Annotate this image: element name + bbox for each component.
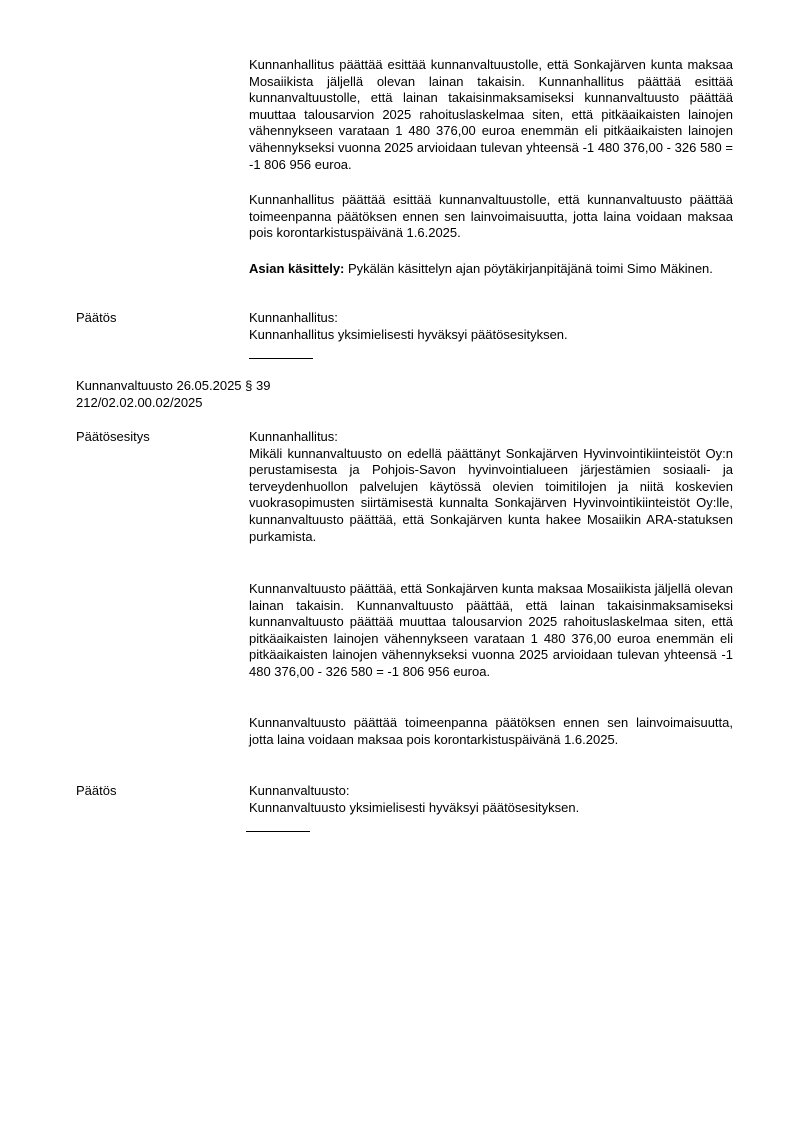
asian-kasittely-body: Pykälän käsittelyn ajan pöytäkirjanpitäjänä toimi Simo Mäkinen. [344, 261, 713, 276]
kv-paragraph-3 [249, 715, 733, 748]
kv-paragraph-3-text: Kunnanvaltuusto päättää toimeenpanna päätöksen ennen sen lainvoimaisuutta, jotta laina voidaan maksaa pois korontarkistuspäivänä 1.6.2025. [249, 715, 733, 747]
kv-paatos-text: Kunnanvaltuusto yksimielisesti hyväksyi päätösesityksen. [249, 799, 580, 815]
kv-paatos [249, 783, 733, 816]
kh-divider [249, 358, 313, 359]
kh-paragraph-2 [249, 192, 733, 242]
kv-paragraph-2-text: Kunnanvaltuusto päättää, että Sonkajärven kunta maksaa Mosaiikista jäljellä olevan lainan takaisin. Kunnanvaltuusto päättää, että lainan takaisinmaksamiseksi kunnanvaltuusto päättää muuttaa talousarvion 2025 rahoituslaskelmaa siten, että pitkäaikaisten lainojen vähennykseen varataan 1 480 376,00 euroa enemmän eli pitkäaikaisten lainojen vähennykseksi vuonna 2025 arvioidaan tulevan yhteensä -1 480 376,00 - 326 580 = -1 806 956 euroa. [249, 581, 733, 679]
asian-kasittely-label: Asian käsittely: [249, 261, 345, 276]
kv-paatosesitys-label: Päätösesitys [76, 429, 150, 444]
kv-paatosesitys-title: Kunnanhallitus: [249, 429, 338, 444]
kh-asian-kasittely [249, 261, 733, 278]
kv-paatos-label: Päätös [76, 783, 117, 798]
kh-paatos-label: Päätös [76, 310, 117, 325]
kv-paatosesitys [249, 429, 733, 545]
kh-asian-kasittely-text [249, 261, 733, 278]
kv-divider [246, 831, 310, 832]
kv-paatos-title: Kunnanvaltuusto: [249, 783, 350, 798]
kh-paragraph-1-text: Kunnanhallitus päättää esittää kunnanvaltuustolle, että Sonkajärven kunta maksaa Mosaiikista jäljellä olevan lainan takaisin. Kunnanhallitus päättää esittää kunnanvaltuustolle, että lainan takaisinmaksamiseksi kunnanvaltuusto päättää muuttaa talousarvion 2025 rahoituslaskelmaa siten, että pitkäaikaisten lainojen vähennykseen varataan 1 480 376,00 euroa enemmän eli pitkäaikaisten lainojen vähennykseksi vuonna 2025 arvioidaan tulevan yhteensä -1 480 376,00 - 326 580 = -1 806 956 euroa. [249, 57, 733, 172]
kh-paragraph-1 [249, 57, 733, 173]
kv-paragraph-2 [249, 581, 733, 681]
kv-heading-meeting: Kunnanvaltuusto 26.05.2025 § 39 [76, 378, 271, 393]
kv-heading-diary-number: 212/02.02.00.02/2025 [76, 395, 203, 410]
kv-paragraph-1-text: Mikäli kunnanvaltuusto on edellä päättänyt Sonkajärven Hyvinvointikiinteistöt Oy:n perustamisesta ja Pohjois-Savon hyvinvointialueen järjestämien sosiaali- ja terveydenhuollon palvelujen käytössä olevien toimitilojen ja niitä koskevien vuokrasopimusten siirtämisestä kunnalta Sonkajärven Hyvinvointikiinteistöt Oy:lle, kunnanvaltuusto päättää, että Sonkajärven kunta hakee Mosaiikin ARA-statuksen purkamista. [249, 445, 733, 544]
kh-paatos [249, 310, 733, 343]
kh-paatos-text: Kunnanhallitus yksimielisesti hyväksyi päätösesityksen. [249, 326, 568, 342]
kh-paatos-title: Kunnanhallitus: [249, 310, 338, 325]
kh-paragraph-2-text: Kunnanhallitus päättää esittää kunnanvaltuustolle, että kunnanvaltuusto päättää toimeenpanna päätöksen ennen sen lainvoimaisuutta, jotta laina voidaan maksaa pois korontarkistuspäivänä 1.6.2025. [249, 192, 733, 241]
